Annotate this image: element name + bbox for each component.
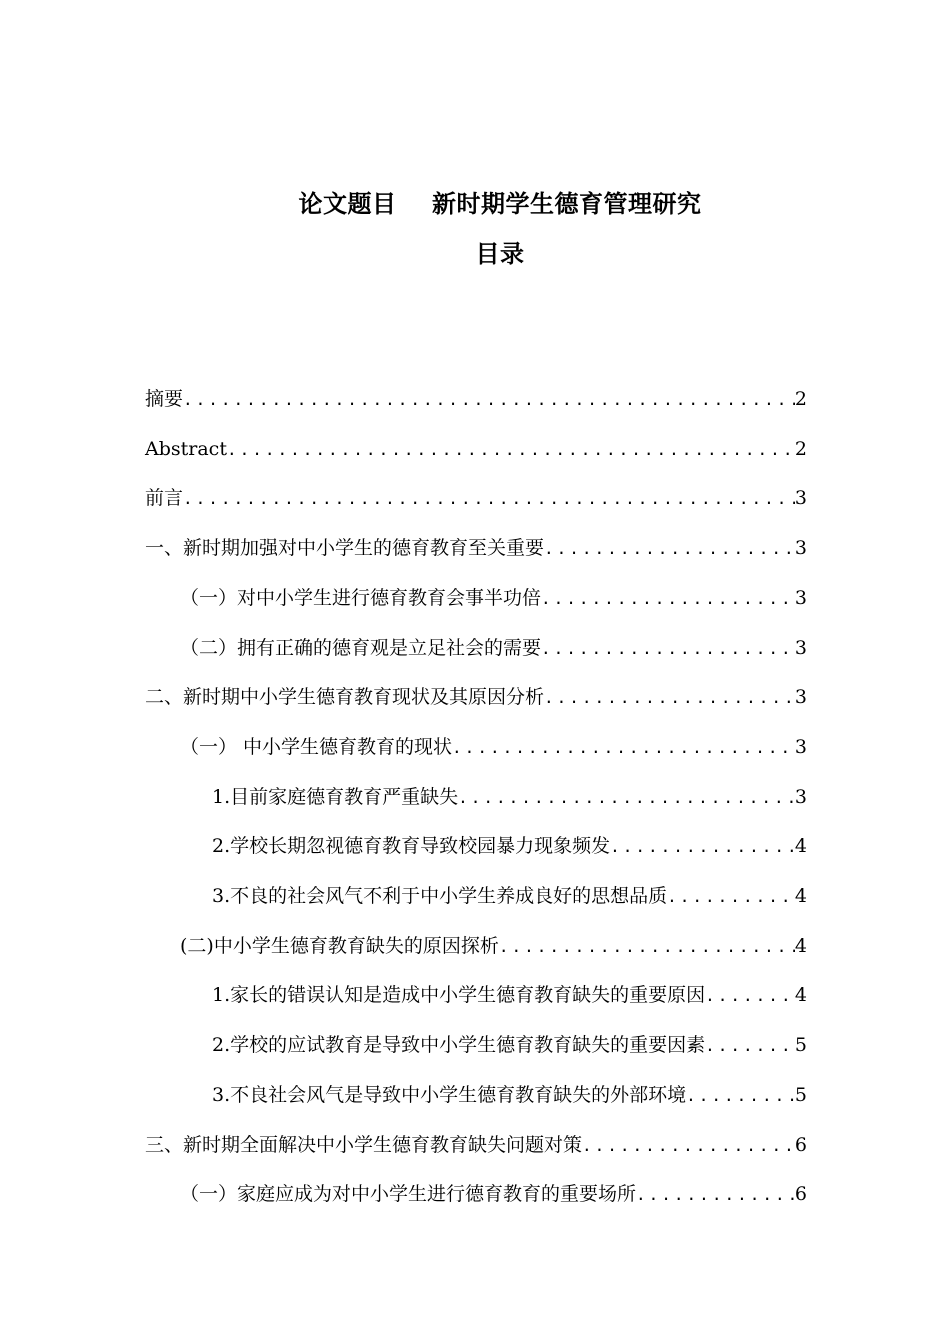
toc-entry[interactable] [145, 682, 807, 712]
toc-entry-label: （一）家庭应成为对中小学生进行德育教育的重要场所 [180, 1183, 637, 1205]
toc-entry[interactable] [145, 533, 807, 563]
toc-dot-leader [541, 584, 795, 614]
toc-dot-leader [610, 832, 795, 862]
toc-dot-leader [544, 683, 795, 713]
toc-dot-leader [458, 783, 795, 813]
toc-entry-page-number: 3 [794, 587, 807, 609]
toc-entry-page-number: 2 [794, 388, 807, 410]
toc-entry[interactable] [145, 483, 807, 513]
toc-entry-page-number: 6 [794, 1183, 807, 1205]
toc-dot-leader [582, 1131, 795, 1161]
toc-entry-page-number: 2 [794, 438, 807, 460]
toc-entry-page-number: 6 [794, 1134, 807, 1156]
toc-entry-page-number: 3 [794, 736, 807, 758]
toc-entry-label: （一）对中小学生进行德育教育会事半功倍 [180, 587, 542, 609]
toc-entry-page-number: 4 [794, 984, 807, 1006]
toc-dot-leader [686, 1081, 795, 1111]
toc-entry[interactable] [212, 881, 807, 911]
toc-entry-label: 1.目前家庭德育教育严重缺失 [212, 786, 459, 808]
toc-dot-leader [452, 733, 795, 763]
toc-entry[interactable] [180, 931, 807, 961]
toc-dot-leader [705, 1031, 795, 1061]
toc-dot-leader [667, 882, 795, 912]
toc-entry[interactable] [145, 434, 807, 464]
toc-entry-page-number: 3 [794, 786, 807, 808]
toc-entry[interactable] [212, 782, 807, 812]
toc-entry-page-number: 3 [794, 637, 807, 659]
toc-entry-label: 1.家长的错误认知是造成中小学生德育教育缺失的重要原因 [212, 984, 706, 1006]
toc-entry-label: 3.不良社会风气是导致中小学生德育教育缺失的外部环境 [212, 1084, 687, 1106]
toc-entry-page-number: 4 [794, 935, 807, 957]
toc-entry[interactable] [180, 1179, 807, 1209]
toc-entry-page-number: 3 [794, 537, 807, 559]
toc-entry-label: 三、新时期全面解决中小学生德育教育缺失问题对策 [145, 1134, 583, 1156]
toc-entry-label: （一） 中小学生德育教育的现状 [180, 736, 453, 758]
toc-entry[interactable] [145, 1130, 807, 1160]
toc-entry-label: 2.学校长期忽视德育教育导致校园暴力现象频发 [212, 835, 611, 857]
toc-entry-label: 二、新时期中小学生德育教育现状及其原因分析 [145, 686, 545, 708]
toc-dot-leader [705, 981, 795, 1011]
toc-entry-page-number: 5 [794, 1034, 807, 1056]
toc-entry-label: （二）拥有正确的德育观是立足社会的需要 [180, 637, 542, 659]
toc-entry[interactable] [212, 1080, 807, 1110]
toc-entry[interactable] [180, 633, 807, 663]
toc-dot-leader [183, 385, 795, 415]
toc-entry-label: 2.学校的应试教育是导致中小学生德育教育缺失的重要因素 [212, 1034, 706, 1056]
toc-dot-leader [183, 484, 795, 514]
toc-entry-page-number: 4 [794, 885, 807, 907]
toc-dot-leader [544, 534, 795, 564]
toc-entry-page-number: 3 [794, 686, 807, 708]
toc-entry-label: 3.不良的社会风气不利于中小学生养成良好的思想品质 [212, 885, 668, 907]
toc-dot-leader [541, 634, 795, 664]
toc-entry[interactable] [212, 831, 807, 861]
toc-entry[interactable] [212, 980, 807, 1010]
toc-dot-leader [499, 932, 795, 962]
thesis-title: 论文题目 新时期学生德育管理研究 [298, 190, 702, 218]
toc-entry-label: 摘要 [145, 388, 184, 410]
toc-entry-page-number: 5 [794, 1084, 807, 1106]
toc-entry-label: 前言 [145, 487, 184, 509]
toc-dot-leader [636, 1180, 795, 1210]
toc-heading: 目录 [475, 240, 525, 268]
toc-entry[interactable] [212, 1030, 807, 1060]
toc-entry-page-number: 4 [794, 835, 807, 857]
toc-entry-label: Abstract [145, 438, 227, 460]
toc-entry[interactable] [180, 732, 807, 762]
toc-entry-label: 一、新时期加强对中小学生的德育教育至关重要 [145, 537, 545, 559]
toc-entry-page-number: 3 [794, 487, 807, 509]
toc-entry[interactable] [180, 583, 807, 613]
toc-dot-leader [227, 435, 795, 465]
toc-entry[interactable] [145, 384, 807, 414]
toc-entry-label: (二)中小学生德育教育缺失的原因探析 [180, 935, 499, 957]
